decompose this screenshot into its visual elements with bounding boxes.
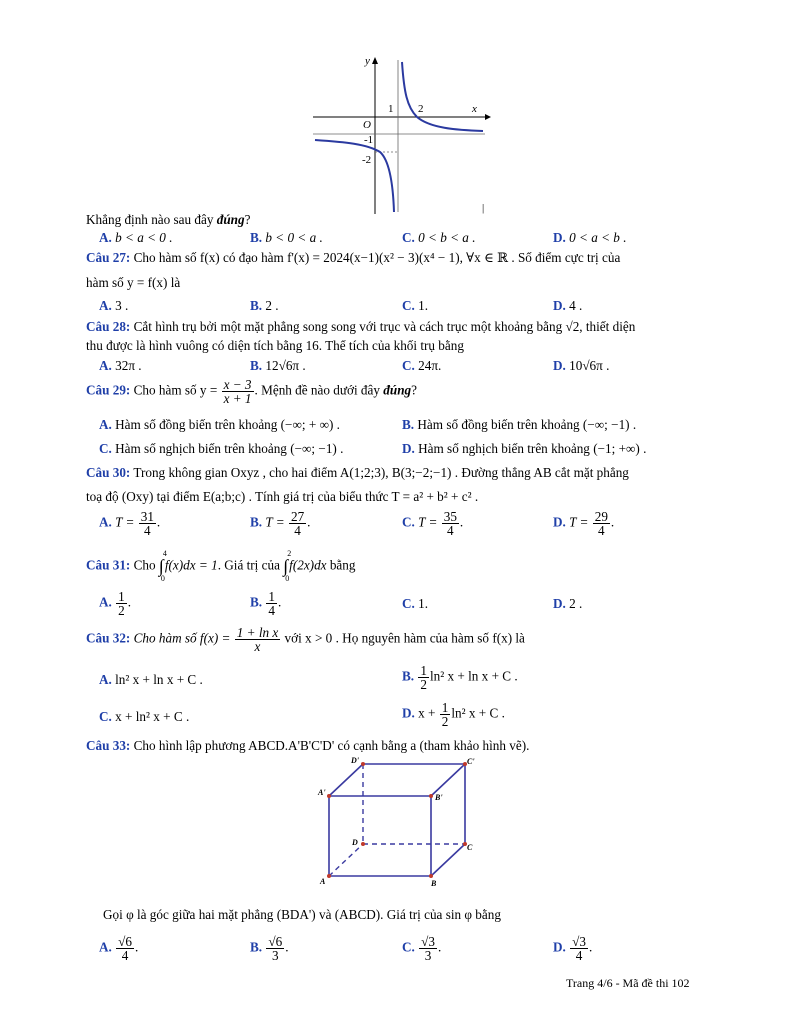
cube-label-d1: D' (351, 756, 359, 765)
q31-option-a[interactable]: A. $\frac{1}{2}$ . (99, 589, 132, 618)
q33-option-b[interactable]: B. $\frac{√6}{3}$ . (250, 934, 289, 963)
cube-label-c1: C' (467, 757, 475, 766)
cube-label-a1: A' (318, 788, 326, 797)
graph-tick-2: 2 (418, 103, 424, 115)
q32-option-a[interactable]: A. ln² x + ln x + C . (99, 672, 203, 687)
q32-stem: Câu 32: Cho hàm số f(x) = $\frac{\text{1 + ln x}}{x}$ với x > 0 . Họ nguyên hàm của hàm số f(x) là (86, 625, 525, 654)
q29-option-d[interactable]: D. Hàm số nghịch biến trên khoảng (−1; +∞) . (402, 441, 647, 456)
graph-tick-1: 1 (388, 103, 394, 115)
q26-option-a[interactable]: A. b < a < 0 . (99, 230, 173, 245)
hyperbola-graph (305, 52, 500, 217)
graph-x-label: x (472, 103, 477, 115)
cube-figure (315, 752, 485, 892)
q26-stem: Khẳng định nào sau đây đúng? (86, 212, 251, 227)
q27-option-a[interactable]: A. 3 . (99, 298, 129, 313)
q29-option-c[interactable]: C. Hàm số nghịch biến trên khoảng (−∞; −1) . (99, 441, 344, 456)
q32-option-d[interactable]: D. x + $\frac{1}{2}$ ln² x + C . (402, 700, 505, 729)
q28-line2: thu được là hình vuông có diện tích bằng 16. Thể tích của khối trụ bằng (86, 338, 464, 353)
q26-option-d[interactable]: D. 0 < a < b . (553, 230, 627, 245)
q27-line1: Câu 27: Cho hàm số f(x) có đạo hàm f'(x) = 2024(x−1)(x² − 3)(x⁴ − 1), ∀x ∈ ℝ . Số điểm cực trị của (86, 250, 621, 265)
graph-y-label: y (365, 55, 370, 67)
q31-stem: Câu 31: Cho ∫ 4 0 f(x)dx = 1. Giá trị của ∫ 2 0 f(2x)dx bằng (86, 549, 356, 583)
q29-stem: Câu 29: Cho hàm số y = $\frac{x - 3}{x + 1}$ . Mệnh đề nào dưới đây đúng? (86, 377, 417, 406)
graph-stray-bar: | (482, 202, 485, 214)
q30-option-d[interactable]: D. T = $\frac{29}{4}$ . (553, 509, 615, 538)
graph-tick-m1: -1 (364, 134, 374, 146)
q27-option-c[interactable]: C. 1. (402, 298, 429, 313)
q33-option-c[interactable]: C. $\frac{√3}{3}$ . (402, 934, 442, 963)
q30-option-a[interactable]: A. T = $\frac{31}{4}$ . (99, 509, 161, 538)
q26-option-c[interactable]: C. 0 < b < a . (402, 230, 476, 245)
q27-line2: hàm số y = f(x) là (86, 275, 181, 290)
q31-integral-2: ∫ 2 0 (283, 549, 292, 583)
q32-fraction: $\frac{\text{1 + ln x}}{x}$ (236, 625, 279, 654)
q30-option-b[interactable]: B. T = $\frac{27}{4}$ . (250, 509, 311, 538)
q28-option-c[interactable]: C. 24π. (402, 358, 442, 373)
cube-label-d: D (352, 838, 358, 847)
q27-option-b[interactable]: B. 2 . (250, 298, 279, 313)
q28-option-a[interactable]: A. 32π . (99, 358, 142, 373)
graph-origin-label: O (363, 119, 371, 131)
q28-option-d[interactable]: D. 10√6π . (553, 358, 610, 373)
q27-option-d[interactable]: D. 4 . (553, 298, 583, 313)
q31-option-c[interactable]: C. 1. (402, 596, 429, 611)
q29-fraction: $\frac{x - 3}{x + 1}$ (223, 377, 252, 406)
q31-option-d[interactable]: D. 2 . (553, 596, 583, 611)
graph-tick-m2: -2 (362, 154, 372, 166)
cube-label-b1: B' (435, 793, 443, 802)
q28-line1: Câu 28: Cắt hình trụ bởi một mặt phẳng song song với trục và cách trục một khoảng bằng √2, thiết diện (86, 319, 636, 334)
cube-label-c: C (467, 843, 473, 852)
page-footer: Trang 4/6 - Mã đề thi 102 (566, 976, 690, 990)
q32-option-b[interactable]: B. $\frac{1}{2}$ ln² x + ln x + C . (402, 663, 518, 692)
cube-label-a: A (320, 877, 326, 886)
q33-option-a[interactable]: A. $\frac{√6}{4}$ . (99, 934, 139, 963)
q32-option-c[interactable]: C. x + ln² x + C . (99, 709, 190, 724)
q33-line2: Gọi φ là góc giữa hai mặt phẳng (BDA') và (ABCD). Giá trị của sin φ bằng (103, 907, 501, 922)
q30-line2: toạ độ (Oxy) tại điểm E(a;b;c) . Tính giá trị của biểu thức T = a² + b² + c² . (86, 489, 479, 504)
q29-option-b[interactable]: B. Hàm số đồng biến trên khoảng (−∞; −1) . (402, 417, 637, 432)
q26-option-b[interactable]: B. b < 0 < a . (250, 230, 323, 245)
q31-integral-1: ∫ 4 0 (158, 549, 167, 583)
q33-line1: Câu 33: Cho hình lập phương ABCD.A'B'C'D' có cạnh bằng a (tham khảo hình vẽ). (86, 738, 530, 753)
q33-option-d[interactable]: D. $\frac{√3}{4}$ . (553, 934, 593, 963)
cube-label-b: B (431, 879, 437, 888)
q30-line1: Câu 30: Trong không gian Oxyz , cho hai điểm A(1;2;3), B(3;−2;−1) . Đường thẳng AB cắt mặt phẳng (86, 465, 629, 480)
q28-option-b[interactable]: B. 12√6π . (250, 358, 306, 373)
q29-option-a[interactable]: A. Hàm số đồng biến trên khoảng (−∞; + ∞) . (99, 417, 340, 432)
q31-option-b[interactable]: B. $\frac{1}{4}$ . (250, 589, 282, 618)
q30-option-c[interactable]: C. T = $\frac{35}{4}$ . (402, 509, 464, 538)
